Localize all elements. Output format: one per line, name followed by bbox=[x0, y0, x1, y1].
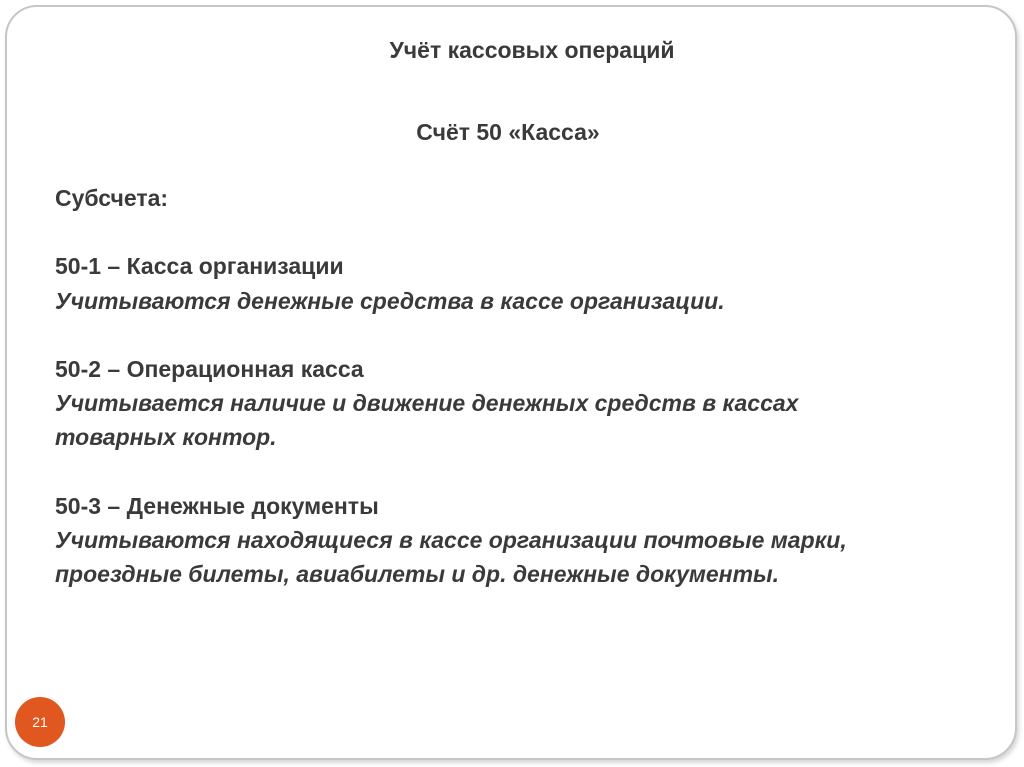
subaccount-description: товарных контор. bbox=[55, 424, 277, 451]
subaccount-heading: 50-3 – Денежные документы bbox=[55, 492, 379, 519]
subaccounts-label: Субсчета: bbox=[55, 185, 169, 211]
subaccount-50-1 bbox=[55, 249, 975, 317]
slide-subtitle: Счёт 50 «Касса» bbox=[416, 119, 600, 145]
subaccount-heading: 50-2 – Операционная касса bbox=[55, 355, 364, 382]
subaccount-heading: 50-1 – Касса организации bbox=[55, 253, 344, 280]
subaccount-description: Учитывается наличие и движение денежных средств в кассах bbox=[55, 390, 799, 417]
subaccount-50-2 bbox=[55, 352, 975, 455]
subaccount-description: Учитываются находящиеся в кассе организации почтовые марки, bbox=[55, 526, 847, 553]
slide-frame bbox=[5, 5, 1017, 760]
slide-body bbox=[55, 181, 975, 626]
subaccount-50-3 bbox=[55, 489, 975, 592]
subaccount-description: проездные билеты, авиабилеты и др. денежные документы. bbox=[55, 561, 780, 588]
page-number-badge: 21 bbox=[15, 697, 65, 747]
slide-title: Учёт кассовых операций bbox=[389, 37, 675, 63]
subaccount-description: Учитываются денежные средства в кассе организации. bbox=[55, 287, 725, 314]
